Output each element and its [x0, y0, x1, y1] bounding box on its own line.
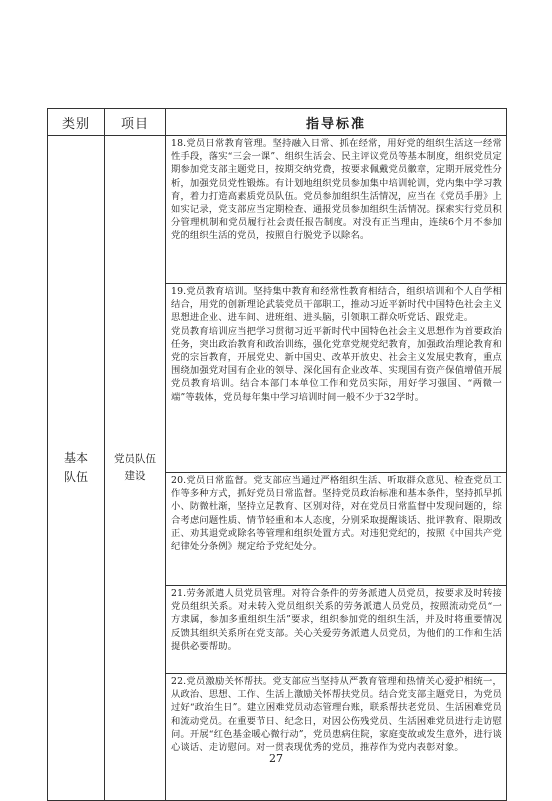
category-cell [48, 136, 105, 801]
standard-paragraph: 22.党员激励关怀帮扶。党支部应当坚持从严教育管理和热情关心爱护相统一，从政治、思想、工作、生活上激励关怀帮扶党员。结合党支部主题党日，为党员过好“政治生日”。建立困难党员动态管理台账，联系帮扶老党员、生活困难党员和流动党员。在重要节日、纪念日，对因公伤残党员、生活困难党员进行走访慰问。开展“红色基金暖心微行动”，党员患病住院，家庭变故或发生意外，进行谈心谈话、走访慰问。对一贯表现优秀的党员，推荐作为党内表彰对象。 [171, 676, 502, 754]
standard-cell [166, 586, 507, 674]
header-category: 类别 [48, 109, 105, 136]
standard-cell [166, 284, 507, 473]
standard-paragraph: 20.党员日常监督。党支部应当通过严格组织生活、听取群众意见、检查党员工作等多种方式，抓好党员日常监督。坚持党员政治标准和基本条件，坚持抓早抓小、防微杜渐，坚持立足教育、区别对待，对在党员日常监督中发现问题的，综合考虑问题性质、情节轻重和本人态度，分别采取提醒谈话、批评教育、限期改正、劝其退党或除名等管理和组织处置方式。对违犯党纪的，按照《中国共产党纪律处分条例》规定给予党纪处分。 [171, 475, 502, 553]
standard-paragraph: 19.党员教育培训。坚持集中教育和经常性教育相结合，组织培训和个人自学相结合，用党的创新理论武装党员干部职工，推动习近平新时代中国特色社会主义思想进企业、进车间、进班组、进头脑，引领职工群众听党话、跟党走。 [171, 286, 502, 324]
header-standard: 指导标准 [166, 109, 507, 136]
table-header-row [48, 109, 507, 136]
page-number: 27 [269, 752, 283, 765]
table-row [48, 136, 507, 284]
standards-table [47, 108, 507, 801]
standard-cell [166, 473, 507, 586]
item-label: 党员队伍建设 [114, 453, 156, 482]
category-label: 基本队伍 [63, 451, 88, 484]
standard-paragraph: 21.劳务派遣人员党员管理。对符合条件的劳务派遣人员党员，按要求及时转接党员组织关系。对未转入党员组织关系的劳务派遣人员党员，按照流动党员“一方隶属，参加多重组织生活”要求，组织参加党的组织生活，并及时将重要情况反馈其组织关系所在党支部。关心关爱劳务派遣人员党员，为他们的工作和生活提供必要帮助。 [171, 588, 502, 652]
standard-cell [166, 136, 507, 284]
item-cell [105, 136, 166, 801]
standard-cell [166, 674, 507, 801]
header-item: 项目 [105, 109, 166, 136]
standard-paragraph: 18.党员日常教育管理。坚持融入日常、抓在经常，用好党的组织生活这一经常性手段，落实“三会一课”、组织生活会、民主评议党员等基本制度，组织党员定期参加党支部主题党日，按期交纳党费，按要求佩戴党员徽章，定期开展党性分析，加强党员党性锻炼。有计划地组织党员参加集中培训轮训，党内集中学习教育，着力打造高素质党员队伍。党员参加组织生活情况，应当在《党员手册》上如实记录，党支部应当定期检查、通报党员参加组织生活情况。探索实行党员积分管理机制和党员履行社会责任报告制度。对没有正当理由，连续6个月不参加党的组织生活的党员，按照自行脱党予以除名。 [171, 138, 502, 242]
standard-paragraph: 党员教育培训应当把学习贯彻习近平新时代中国特色社会主义思想作为首要政治任务，突出政治教育和政治训练，强化党章党规党纪教育，加强政治理论教育和党的宗旨教育，开展党史、新中国史、改革开放史、社会主义发展史教育，重点围绕加强党对国有企业的领导、深化国有企业改革、实现国有资产保值增值开展党员教育培训。结合本部门本单位工作和党员实际，用好学习强国、“两微一端”等载体，党员每年集中学习培训时间一般不少于32学时。 [171, 325, 502, 403]
